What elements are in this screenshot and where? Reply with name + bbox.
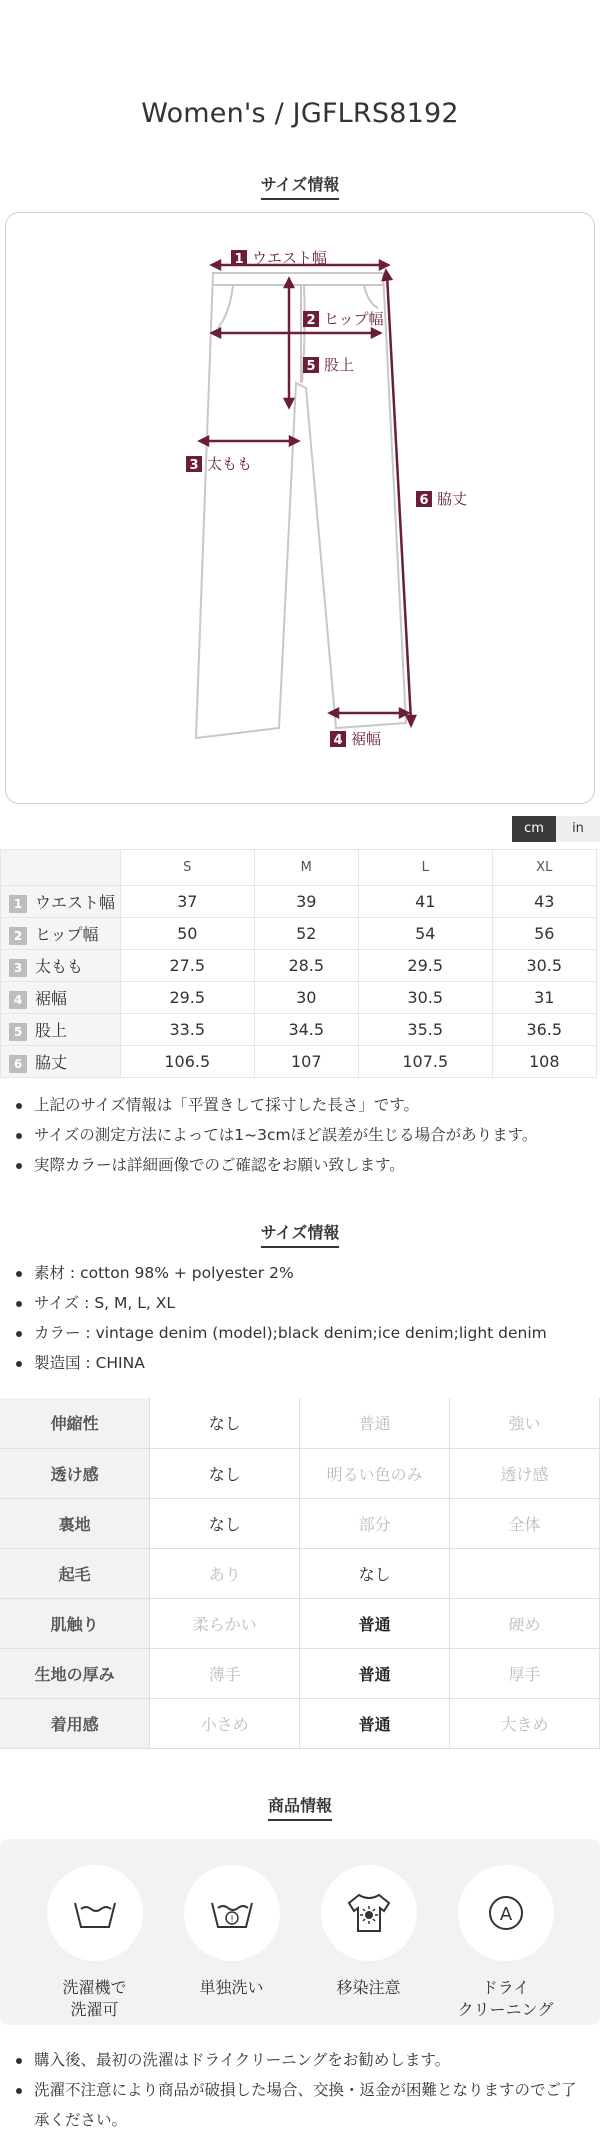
size-table-corner — [1, 850, 121, 886]
spec-item: 製造国 : CHINA — [14, 1348, 600, 1378]
product-info-heading — [0, 1793, 600, 1823]
size-row-label — [1, 982, 121, 1014]
size-info-heading — [0, 172, 600, 202]
unit-in-button[interactable]: in — [556, 816, 600, 842]
fabric-feel-option: 硬め — [450, 1598, 600, 1648]
label-inseam: 脇丈 — [437, 490, 468, 508]
badge-hem-num: 4 — [333, 733, 343, 748]
row-label-text: ヒップ幅 — [35, 925, 99, 944]
fabric-feel-option: 普通 — [300, 1598, 450, 1648]
label-thigh: 太もも — [207, 455, 253, 473]
care-instructions — [0, 1839, 600, 2025]
size-value-cell: 52 — [254, 918, 358, 950]
fabric-feel-category: 伸縮性 — [0, 1398, 150, 1448]
row-label-text: 太もも — [35, 957, 84, 976]
size-table-row — [1, 1014, 597, 1046]
size-table-row — [1, 918, 597, 950]
size-value-cell: 29.5 — [358, 950, 492, 982]
size-table-row — [1, 950, 597, 982]
row-number-badge: 1 — [9, 895, 27, 913]
fabric-feel-category: 透け感 — [0, 1448, 150, 1498]
size-value-cell: 30.5 — [492, 950, 597, 982]
fabric-feel-category: 着用感 — [0, 1698, 150, 1748]
label-rise: 股上 — [324, 356, 355, 374]
size-value-cell: 56 — [492, 918, 597, 950]
care-item-dry-clean — [451, 1839, 561, 2025]
fabric-feel-option: 普通 — [300, 1648, 450, 1698]
fabric-feel-option: 厚手 — [450, 1648, 600, 1698]
care-label: 洗濯機で 洗濯可 — [62, 1977, 127, 2019]
fabric-feel-option: 部分 — [300, 1498, 450, 1548]
fabric-feel-option: 普通 — [300, 1698, 450, 1748]
badge-rise-num: 5 — [306, 359, 316, 374]
size-value-cell: 30 — [254, 982, 358, 1014]
spec-heading — [0, 1220, 600, 1250]
spec-item: カラー : vintage denim (model);black denim;ice denim;light denim — [14, 1318, 600, 1348]
size-row-label — [1, 918, 121, 950]
fabric-feel-option: 大きめ — [450, 1698, 600, 1748]
fabric-feel-row — [0, 1398, 600, 1448]
size-value-cell: 41 — [358, 886, 492, 918]
badge-hip-num: 2 — [306, 313, 316, 328]
fabric-feel-option: 普通 — [300, 1398, 450, 1448]
size-value-cell: 29.5 — [121, 982, 255, 1014]
size-row-label — [1, 1046, 121, 1078]
unit-cm-button[interactable]: cm — [512, 816, 556, 842]
fabric-feel-option: 強い — [450, 1398, 600, 1448]
spec-item: サイズ : S, M, L, XL — [14, 1288, 600, 1318]
row-number-badge: 5 — [9, 1023, 27, 1041]
fabric-feel-option: なし — [300, 1548, 450, 1598]
hand-wash-separately-icon — [184, 1865, 280, 1961]
size-notes — [0, 1090, 600, 1180]
separate-mark: ! — [229, 1914, 234, 1925]
size-note: 上記のサイズ情報は「平置きして採寸した長さ」です。 — [14, 1090, 600, 1120]
row-number-badge: 6 — [9, 1055, 27, 1073]
size-row-label — [1, 950, 121, 982]
size-value-cell: 33.5 — [121, 1014, 255, 1046]
care-label: 単独洗い — [199, 1977, 264, 1997]
size-value-cell: 43 — [492, 886, 597, 918]
size-value-cell: 39 — [254, 886, 358, 918]
fabric-feel-row — [0, 1698, 600, 1748]
size-value-cell: 107 — [254, 1046, 358, 1078]
badge-thigh-num: 3 — [189, 458, 199, 473]
fabric-feel-row — [0, 1648, 600, 1698]
machine-wash-icon — [47, 1865, 143, 1961]
size-info-heading-text: サイズ情報 — [261, 172, 340, 200]
size-header: M — [254, 850, 358, 886]
size-value-cell: 50 — [121, 918, 255, 950]
product-title: Women's / JGFLRS8192 — [141, 98, 459, 129]
fabric-feel-category: 起毛 — [0, 1548, 150, 1598]
fabric-feel-option: 小さめ — [150, 1698, 300, 1748]
product-info-heading-text: 商品情報 — [268, 1793, 332, 1821]
dry-clean-icon — [458, 1865, 554, 1961]
care-notes — [0, 2045, 600, 2135]
size-value-cell: 106.5 — [121, 1046, 255, 1078]
row-label-text: 股上 — [35, 1021, 68, 1040]
size-note: 実際カラーは詳細画像でのご確認をお願い致します。 — [14, 1150, 600, 1180]
fabric-feel-option: なし — [150, 1398, 300, 1448]
fabric-feel-option — [450, 1548, 600, 1598]
fabric-feel-category: 肌触り — [0, 1598, 150, 1648]
label-hip: ヒップ幅 — [324, 310, 384, 328]
row-number-badge: 2 — [9, 927, 27, 945]
label-waist: ウエスト幅 — [252, 249, 328, 267]
size-value-cell: 54 — [358, 918, 492, 950]
care-note: 洗濯不注意により商品が破損した場合、交換・返金が困難となりますのでご了承ください。 — [14, 2075, 580, 2135]
pants-outline — [196, 273, 406, 738]
size-value-cell: 27.5 — [121, 950, 255, 982]
spec-heading-text: サイズ情報 — [261, 1220, 340, 1248]
spec-list — [0, 1258, 600, 1378]
care-item-color-transfer — [314, 1839, 424, 2025]
fabric-feel-option: なし — [150, 1498, 300, 1548]
measurement-lines — [200, 261, 415, 725]
row-label-text: 裾幅 — [35, 989, 68, 1008]
fabric-feel-row — [0, 1498, 600, 1548]
row-number-badge: 4 — [9, 991, 27, 1009]
size-value-cell: 107.5 — [358, 1046, 492, 1078]
size-value-cell: 108 — [492, 1046, 597, 1078]
size-table-row — [1, 886, 597, 918]
color-transfer-icon — [321, 1865, 417, 1961]
badge-inseam-num: 6 — [419, 493, 429, 508]
size-header: XL — [492, 850, 597, 886]
row-label-text: ウエスト幅 — [35, 893, 116, 912]
size-table — [0, 849, 597, 1078]
size-value-cell: 37 — [121, 886, 255, 918]
size-table-row — [1, 982, 597, 1014]
size-header: S — [121, 850, 255, 886]
fabric-feel-option: 薄手 — [150, 1648, 300, 1698]
pants-diagram-svg — [6, 213, 596, 805]
care-label: ドライ クリーニング — [457, 1977, 554, 2019]
size-diagram — [5, 212, 595, 804]
size-row-label — [1, 886, 121, 918]
spec-item: 素材 : cotton 98% + polyester 2% — [14, 1258, 600, 1288]
size-value-cell: 35.5 — [358, 1014, 492, 1046]
fabric-feel-option: 柔らかい — [150, 1598, 300, 1648]
fabric-feel-option: あり — [150, 1548, 300, 1598]
dry-clean-letter: A — [499, 1903, 512, 1925]
care-note: 購入後、最初の洗濯はドライクリーニングをお勧めします。 — [14, 2045, 580, 2075]
fabric-feel-category: 生地の厚み — [0, 1648, 150, 1698]
size-value-cell: 28.5 — [254, 950, 358, 982]
size-note: サイズの測定方法によっては1~3cmほど誤差が生じる場合があります。 — [14, 1120, 600, 1150]
unit-toggle — [512, 816, 600, 842]
size-value-cell: 34.5 — [254, 1014, 358, 1046]
care-item-machine-wash — [40, 1839, 150, 2025]
fabric-feel-option: 明るい色のみ — [300, 1448, 450, 1498]
row-label-text: 脇丈 — [35, 1053, 68, 1072]
size-value-cell: 30.5 — [358, 982, 492, 1014]
size-table-header-row — [1, 850, 597, 886]
care-label: 移染注意 — [336, 1977, 401, 1997]
fabric-feel-option: なし — [150, 1448, 300, 1498]
size-row-label — [1, 1014, 121, 1046]
size-value-cell: 31 — [492, 982, 597, 1014]
fabric-feel-option: 透け感 — [450, 1448, 600, 1498]
size-value-cell: 36.5 — [492, 1014, 597, 1046]
fabric-feel-option: 全体 — [450, 1498, 600, 1548]
size-header: L — [358, 850, 492, 886]
size-table-row — [1, 1046, 597, 1078]
fabric-feel-row — [0, 1598, 600, 1648]
fabric-feel-row — [0, 1548, 600, 1598]
row-number-badge: 3 — [9, 959, 27, 977]
care-item-separate-wash — [177, 1839, 287, 2025]
label-hem: 裾幅 — [351, 730, 382, 748]
badge-waist-num: 1 — [234, 252, 244, 267]
fabric-feel-row — [0, 1448, 600, 1498]
fabric-feel-table — [0, 1398, 600, 1749]
fabric-feel-category: 裏地 — [0, 1498, 150, 1548]
